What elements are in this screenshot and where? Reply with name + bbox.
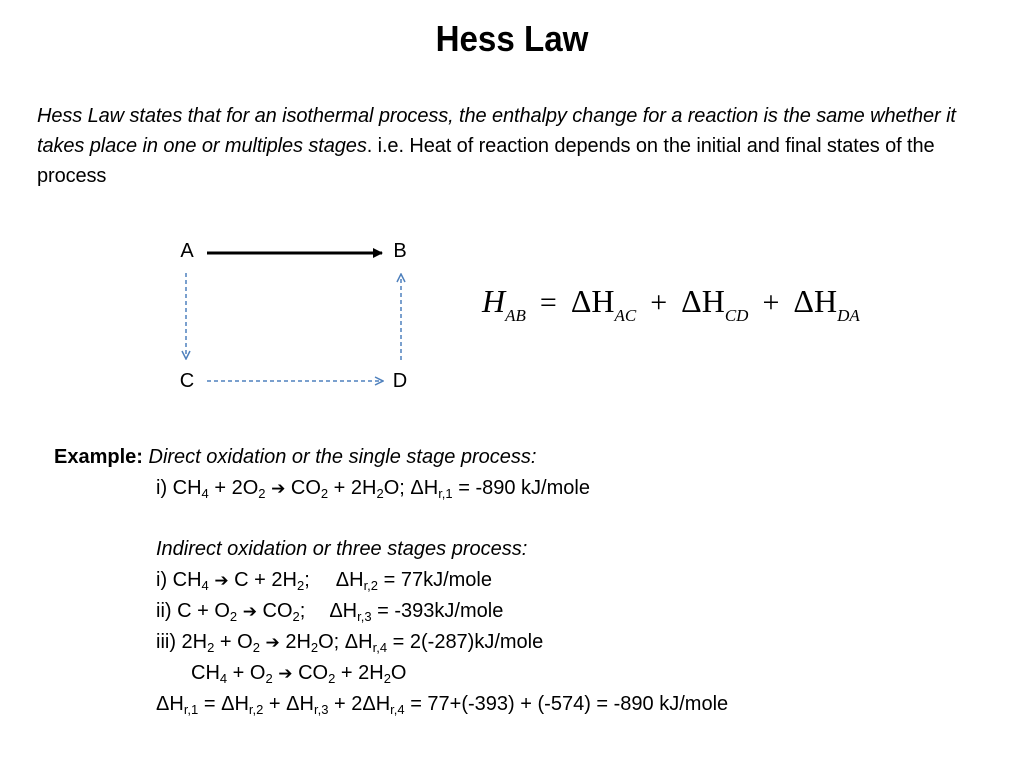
reaction-step-2: ii) $C + O_2$ ➔ $CO_2$; $\Delta H_{r,3}$ = -393kJ/mole <box>156 600 504 624</box>
reaction-step-1: i) $CH_4$ ➔ $C + 2H_2$; $\Delta H_{r,2}$ = 77kJ/mole <box>156 569 492 593</box>
enthalpy-sum: $\Delta H_{r,1} = \Delta H_{r,2} + \Delta H_{r,3} + 2\Delta H_{r,4} = 77+(-393) + (-574) = -890$ kJ/mole <box>156 693 729 717</box>
node-b: B <box>393 240 407 262</box>
intro-italic: Hess Law states that for an isothermal process, the enthalpy change for a reaction is the same whether it takes place in one or multiples stages <box>37 105 956 157</box>
node-c: C <box>179 370 195 392</box>
hess-equation: $H_{AB} = \Delta H_{AC} + \Delta H_{CD} + \Delta H_{DA}$ <box>482 283 860 325</box>
right-arrow-icon: ➔ <box>242 602 257 622</box>
slide-title: Hess Law <box>435 18 589 59</box>
reaction-direct: i) $CH_4 + 2O_2$ ➔ $CO_2 + 2H_2O$; $\Delta H_{r,1} = -890$ kJ/mole <box>156 477 590 501</box>
right-arrow-icon: ➔ <box>278 664 293 684</box>
right-arrow-icon: ➔ <box>271 479 286 499</box>
indirect-heading: Indirect oxidation or three stages process: <box>156 538 528 560</box>
example-heading <box>54 442 536 472</box>
reaction-overall: $CH_4 + O_2$ ➔ $CO_2 + 2H_2O$ <box>191 662 407 686</box>
node-d: D <box>392 370 408 392</box>
example-label: Example: <box>54 446 143 468</box>
reaction-step-3: iii) $2H_2 + O_2$ ➔ $2H_2O$; $\Delta H_{r,4}$ = 2(-287)kJ/mole <box>156 631 544 655</box>
right-arrow-icon: ➔ <box>265 633 280 653</box>
intro-plain: . i.e. Heat of reaction depends on the initial and final states of the process <box>37 135 935 187</box>
node-a: A <box>180 240 194 262</box>
right-arrow-icon: ➔ <box>214 571 229 591</box>
direct-heading: Direct oxidation or the single stage process: <box>148 446 537 468</box>
